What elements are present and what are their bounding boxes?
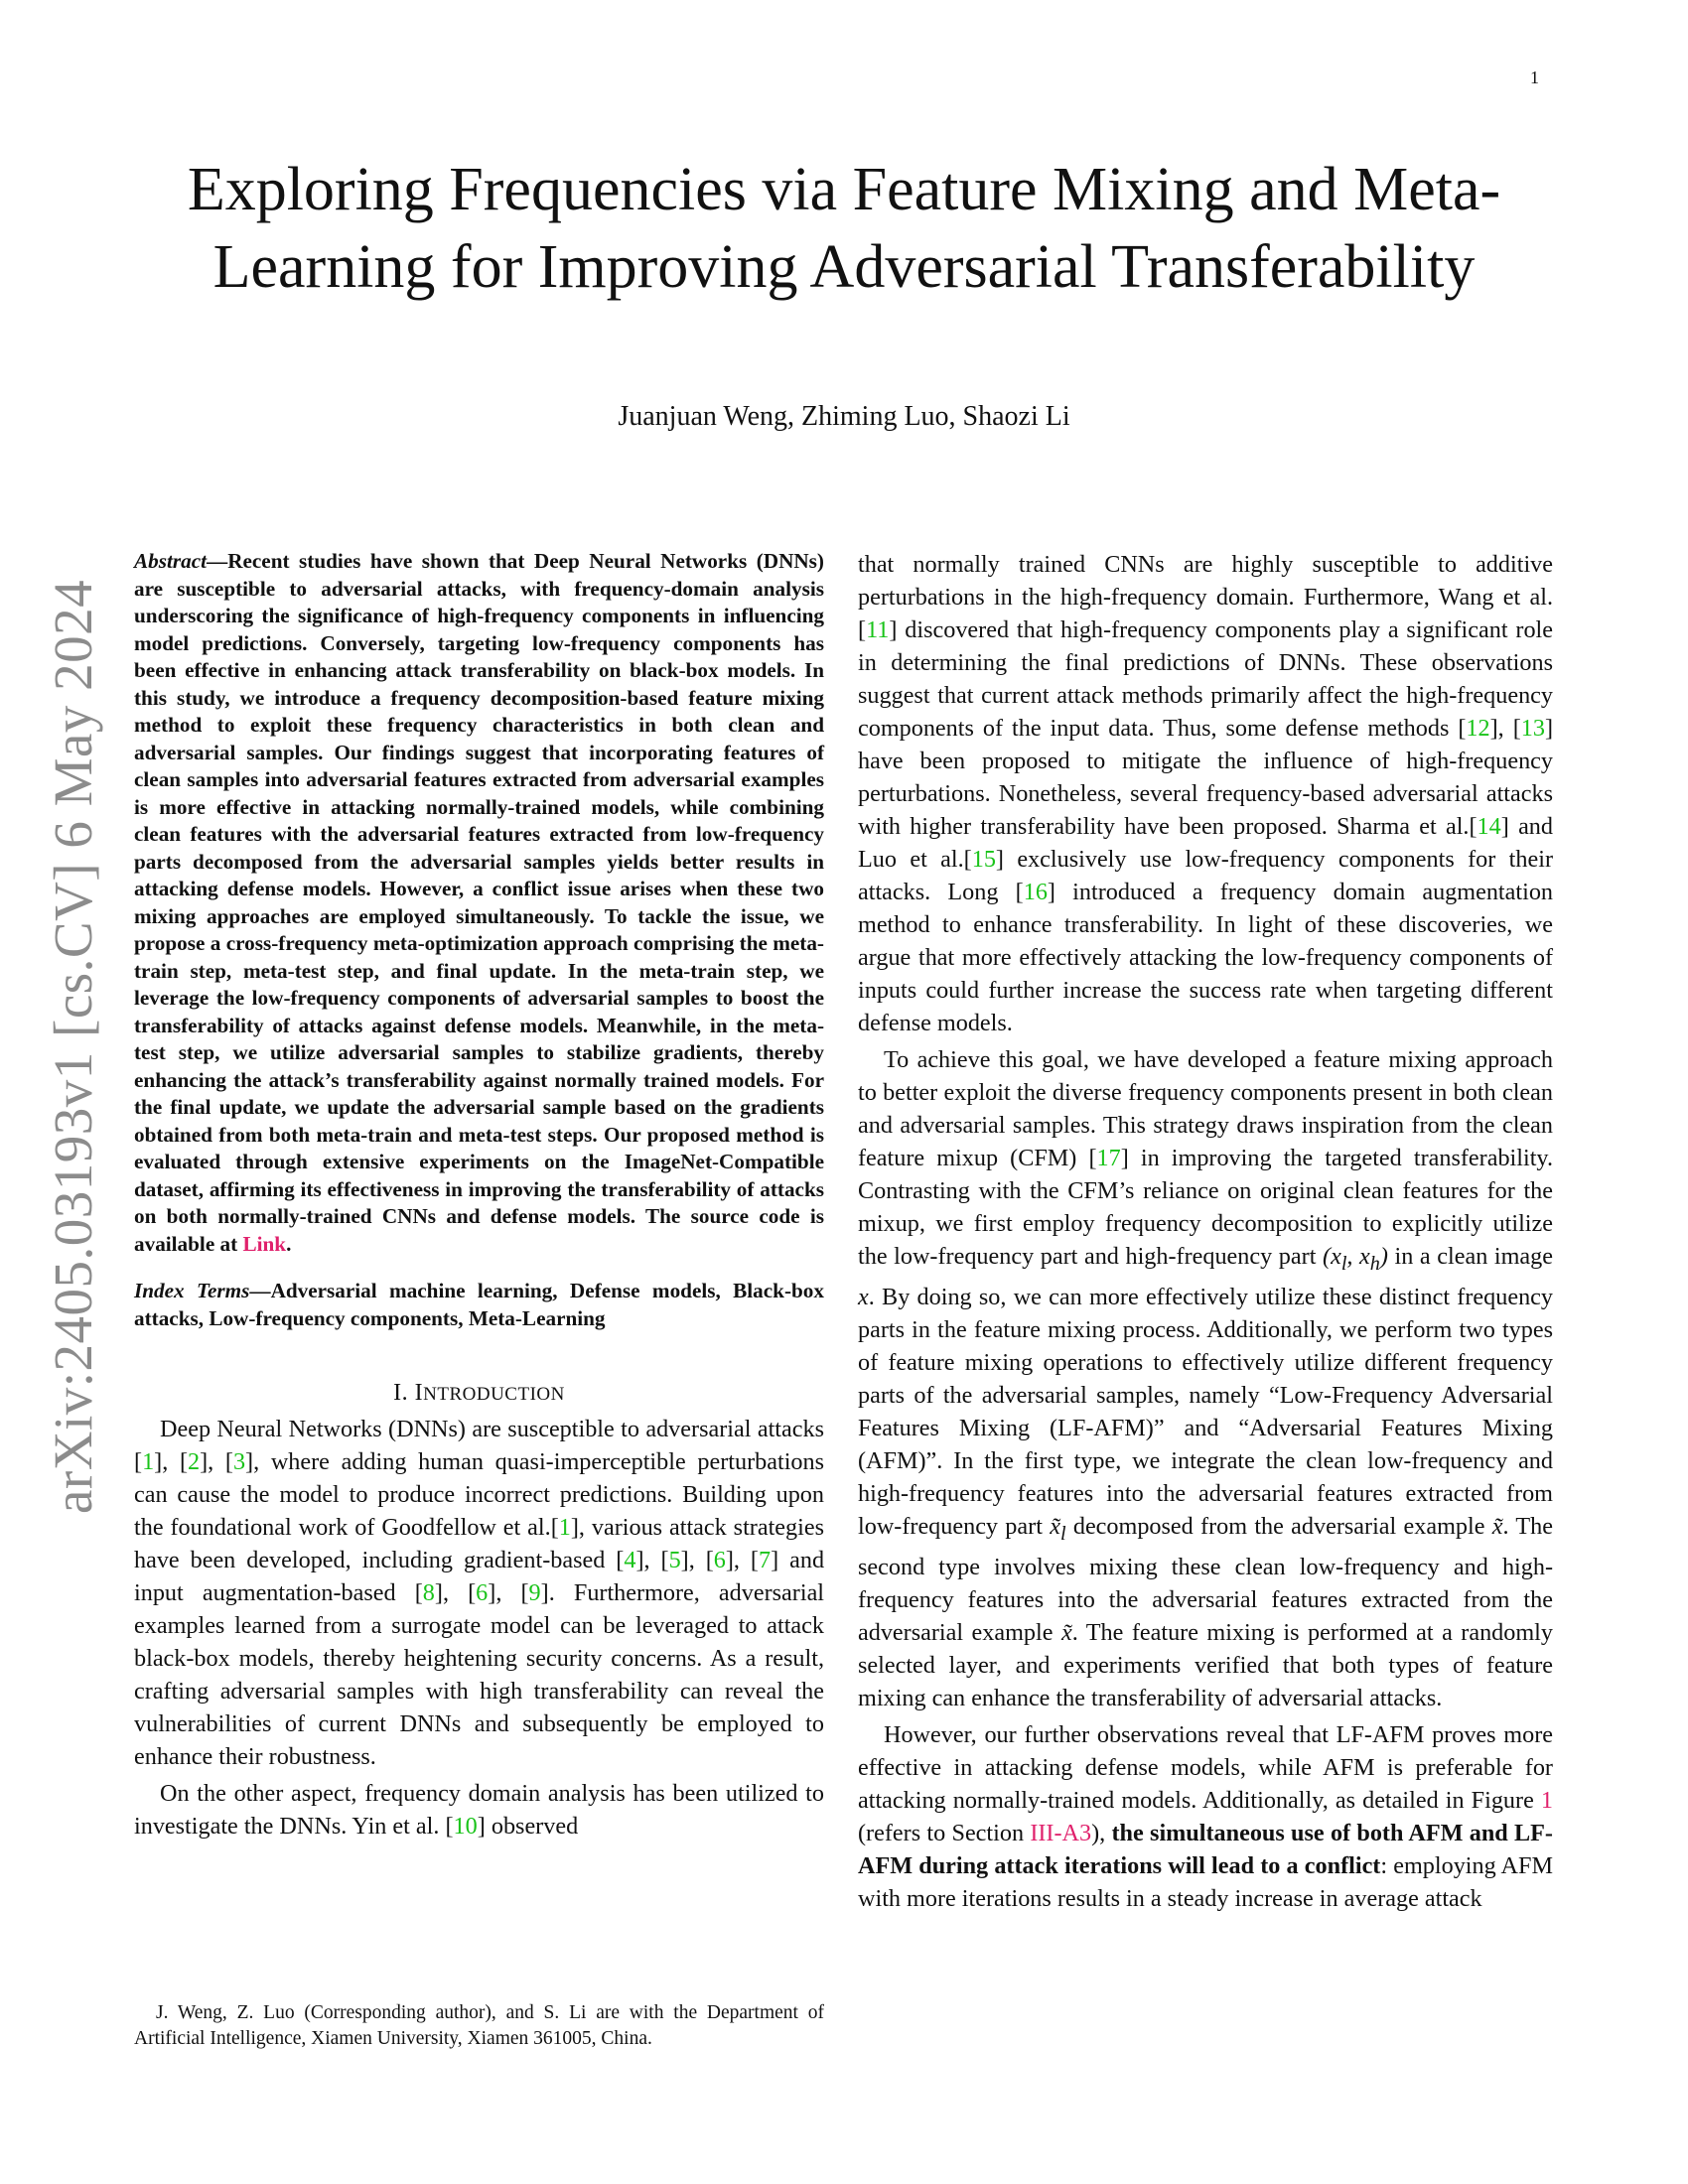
- math-part: , x: [1346, 1243, 1370, 1270]
- text-run: To achieve this goal, we have developed a feature mixing approach to better exploit the diverse frequency components present in both clean and adversarial samples. This strategy draws inspiration from the clean feature mixup (CFM): [858, 1046, 1553, 1171]
- text-run: ),: [1091, 1819, 1112, 1846]
- text-run: On the other aspect, frequency domain analysis has been utilized to investigate the DNNs. Yin et al.: [134, 1780, 824, 1840]
- citation[interactable]: 2: [188, 1448, 201, 1475]
- intro-paragraph-2: On the other aspect, frequency domain analysis has been utilized to investigate the DNNs. Yin et al. [10] observed: [134, 1780, 824, 1840]
- text-run: , various attack strategies have been developed, including gradient-based: [134, 1514, 824, 1573]
- text-run: (refers to Section: [858, 1819, 1031, 1846]
- figure-reference[interactable]: 1: [1540, 1786, 1553, 1814]
- intro-paragraph-1: Deep Neural Networks (DNNs) are susceptible to adversarial attacks [1], [2], [3], where adding human quasi-imperceptible perturbations can cause the model to produce incorrect predictions. Building upon the foundational work of Goodfellow et al.[1], various attack strategies have been developed, including gradient-based [4], [5], [6], [7] and input augmentation-based [8], [6], [9]. Furthermore, adversarial examples learned from a surrogate model can be leveraged to attack black-box models, thereby heightening security concerns. As a result, crafting adversarial samples with high transferability can reveal the vulnerabilities of current DNNs and subsequently be employed to enhance their robustness.: [134, 1416, 825, 1770]
- citation[interactable]: 9: [528, 1579, 541, 1606]
- emphasis-text: the simultaneous use of both AFM and LF-AFM during attack iterations will lead to a conflict: [858, 1819, 1553, 1879]
- right-paragraph-3: [858, 1718, 1553, 1915]
- citation[interactable]: 8: [422, 1579, 435, 1606]
- math-expression: [1050, 1512, 1066, 1545]
- citation[interactable]: 6: [476, 1579, 489, 1606]
- math-expression: x̃: [1060, 1618, 1072, 1646]
- section-numeral: I. I: [393, 1380, 424, 1406]
- text-run: . By doing so, we can more effectively utilize these distinct frequency parts in the feature mixing process. Additionally, we perform two types of feature mixing operations to effectively utilize different frequency parts of the adversarial samples, namely “Low-Frequency Adversarial Features Mixing (LF-AFM)” and “Adversarial Features Mixing (AFM)”. In the first type, we integrate the clean low-frequency and high-frequency features into the adversarial features extracted from low-frequency part: [858, 1283, 1553, 1540]
- text-run: decomposed from the adversarial example: [1065, 1512, 1492, 1540]
- abstract-label: Abstract: [134, 549, 207, 573]
- page-number: 1: [1530, 68, 1539, 87]
- text-run: , where adding human quasi-imperceptible perturbations can cause the model to produce incorrect predictions. Building upon the foundational work of Goodfellow et al.: [134, 1448, 825, 1541]
- citation[interactable]: 13: [1520, 715, 1545, 742]
- text-run: discovered that high-frequency components play a significant role in determining the final predictions of DNNs. These observations suggest that current attack methods primarily affect the high-frequency components of the input data. Thus, some defense methods: [858, 616, 1553, 742]
- paper-title: Exploring Frequencies via Feature Mixing and Meta-Learning for Improving Adversarial Transferability: [187, 156, 1501, 301]
- arxiv-stamp: arXiv:2405.03193v1 [cs.CV] 6 May 2024: [43, 579, 103, 1514]
- math-expression: x: [858, 1283, 869, 1310]
- text-run: . Furthermore, adversarial examples learned from a surrogate model can be leveraged to attack black-box models, thereby heightening security concerns. As a result, crafting adversarial samples with high transferability can reveal the vulnerabilities of current DNNs and subsequently be employed to enhance their robustness.: [134, 1579, 825, 1770]
- citation[interactable]: 12: [1466, 715, 1490, 742]
- text-run: exclusively use low-frequency components for their attacks. Long: [858, 846, 1553, 905]
- abstract-text: —Recent studies have shown that Deep Neural Networks (DNNs) are susceptible to adversarial attacks, with frequency-domain analysis underscoring the significance of high-frequency components in influencing model predictions. Conversely, targeting low-frequency components has been effective in enhancing attack transferability on black-box models. In this study, we introduce a frequency decomposition-based feature mixing method to exploit these frequency characteristics in both clean and adversarial samples. Our findings suggest that incorporating features of clean samples into adversarial features extracted from adversarial examples is more effective in attacking normally-trained models, while combining clean features with the adversarial features extracted from low-frequency parts decomposed from the adversarial samples yields better results in attacking defense models. However, a conflict issue arises when these two mixing approaches are employed simultaneously. To tackle the issue, we propose a cross-frequency meta-optimization approach comprising the meta-train step, meta-test step, and final update. In the meta-train step, we leverage the low-frequency components of adversarial samples to boost the transferability of attacks against defense models. Meanwhile, in the meta-test step, we utilize adversarial samples to stabilize gradients, thereby enhancing the attack’s transferability against normally trained models. For the final update, we update the adversarial sample based on the gradients obtained from both meta-train and meta-test steps. Our proposed method is evaluated through extensive experiments on the ImageNet-Compatible dataset, affirming its effectiveness in improving the transferability of attacks on both normally-trained CNNs and defense models. The source code is available at: [134, 549, 824, 1256]
- citation[interactable]: 11: [866, 616, 890, 643]
- text-run: have been proposed to mitigate the influence of high-frequency perturbations. Nonetheless, several frequency-based adversarial attacks with higher transferability have been proposed. Sharma et al.: [858, 748, 1553, 840]
- math-part: x̃: [1050, 1512, 1060, 1540]
- citation[interactable]: 14: [1477, 813, 1501, 840]
- abstract-end: .: [286, 1231, 292, 1256]
- abstract: [134, 548, 824, 1258]
- math-expression: [1323, 1243, 1388, 1275]
- source-code-link[interactable]: Link: [242, 1231, 287, 1256]
- math-part: ): [1379, 1243, 1388, 1270]
- citation[interactable]: 17: [1096, 1145, 1121, 1171]
- citation[interactable]: 3: [232, 1448, 246, 1475]
- text-run: . The second type involves mixing these clean low-frequency and high-frequency features into the adversarial features extracted from the adversarial example: [858, 1512, 1553, 1646]
- citation[interactable]: 1: [558, 1514, 571, 1541]
- text-run: and input augmentation-based: [134, 1547, 825, 1606]
- citation[interactable]: 4: [624, 1547, 636, 1573]
- text-run: and Luo et al.: [858, 813, 1553, 873]
- citation[interactable]: 1: [142, 1448, 155, 1475]
- index-terms-label: Index Terms: [134, 1279, 250, 1302]
- citation[interactable]: 7: [759, 1547, 772, 1573]
- math-expression: x̃: [1491, 1512, 1503, 1540]
- citation[interactable]: 10: [453, 1813, 478, 1840]
- right-column: [858, 548, 1553, 1915]
- citation[interactable]: 16: [1023, 879, 1048, 905]
- text-run: observed: [485, 1813, 579, 1840]
- text-run: . The feature mixing is performed at a randomly selected layer, and experiments verified that both types of feature mixing can enhance the transferability of adversarial attacks.: [858, 1618, 1553, 1711]
- math-part: (x: [1323, 1243, 1341, 1270]
- left-column: [134, 548, 824, 1843]
- citation[interactable]: 5: [668, 1547, 681, 1573]
- right-paragraph-2: To achieve this goal, we have developed a feature mixing approach to better exploit the diverse frequency components present in both clean and adversarial samples. This strategy draws inspiration from the clean feature mixup (CFM) [17] in improving the targeted transferability. Contrasting with the CFM’s reliance on original clean features for the mixup, we first employ frequency decomposition to explicitly utilize the low-frequency part and high-frequency part ($x_l$, $x_h$) in a clean image x. By doing so, we can more effectively utilize these distinct frequency parts in the feature mixing process. Additionally, we perform two types of feature mixing operations to effectively utilize different frequency parts of the adversarial samples, namely “Low-Frequency Adversarial Features Mixing (LF-AFM)” and “Adversarial Features Mixing (AFM)”. In the first type, we integrate the clean low-frequency and high-frequency features into the adversarial features extracted from low-frequency part $x̃_l$ decomposed from the adversarial example x̃. The second type involves mixing these clean low-frequency and high-frequency features into the adversarial features extracted from the adversarial example x̃. The feature mixing is performed at a randomly selected layer, and experiments verified that both types of feature mixing can enhance the transferability of adversarial attacks.: [858, 1046, 1553, 1711]
- text-run: : employing AFM with more iterations results in a steady increase in average attack: [858, 1851, 1553, 1912]
- citation[interactable]: 15: [971, 846, 996, 873]
- author-footnote: J. Weng, Z. Luo (Corresponding author), and S. Li are with the Department of Artificial Intelligence, Xiamen University, Xiamen 361005, China.: [134, 2002, 824, 2049]
- math-subscript: l: [1340, 1252, 1347, 1275]
- text-run: However, our further observations reveal that LF-AFM proves more effective in attacking defense models, while AFM is preferable for attacking normally-trained models. Additionally, as detailed in Figure: [858, 1720, 1553, 1814]
- index-terms: [134, 1278, 824, 1332]
- text-run: introduced a frequency domain augmentation method to enhance transferability. In light of these discoveries, we argue that more effectively attacking the low-frequency components of inputs could further increase the success rate when targeting different defense models.: [858, 879, 1554, 1036]
- section-reference[interactable]: III-A3: [1030, 1819, 1092, 1846]
- text-run: that normally trained CNNs are highly susceptible to additive perturbations in the high-frequency domain. Furthermore, Wang et al.: [858, 551, 1553, 611]
- index-terms-text: —Adversarial machine learning, Defense models, Black-box attacks, Low-frequency components, Meta-Learning: [134, 1279, 824, 1330]
- authors: Juanjuan Weng, Zhiming Luo, Shaozi Li: [618, 401, 1070, 432]
- math-subscript: l: [1059, 1522, 1066, 1545]
- right-paragraph-1: that normally trained CNNs are highly susceptible to additive perturbations in the high-frequency domain. Furthermore, Wang et al. [11] discovered that high-frequency components play a significant role in determining the final predictions of DNNs. These observations suggest that current attack methods primarily affect the high-frequency components of the input data. Thus, some defense methods [12], [13] have been proposed to mitigate the influence of high-frequency perturbations. Nonetheless, several frequency-based adversarial attacks with higher transferability have been proposed. Sharma et al.[14] and Luo et al.[15] exclusively use low-frequency components for their attacks. Long [16] introduced a frequency domain augmentation method to enhance transferability. In light of these discoveries, we argue that more effectively attacking the low-frequency components of inputs could further increase the success rate when targeting different defense models.: [858, 551, 1554, 1036]
- text-run: Deep Neural Networks (DNNs) are susceptible to adversarial attacks: [160, 1416, 824, 1442]
- text-run: in a clean image: [1387, 1243, 1553, 1270]
- math-subscript: h: [1369, 1252, 1380, 1275]
- section-heading-introduction: [134, 1380, 824, 1407]
- section-title: NTRODUCTION: [423, 1384, 565, 1405]
- text-run: in improving the targeted transferability. Contrasting with the CFM’s reliance on original clean features for the mixup, we first employ frequency decomposition to explicitly utilize the low-frequency part and high-frequency part: [858, 1145, 1553, 1270]
- citation[interactable]: 6: [713, 1547, 726, 1573]
